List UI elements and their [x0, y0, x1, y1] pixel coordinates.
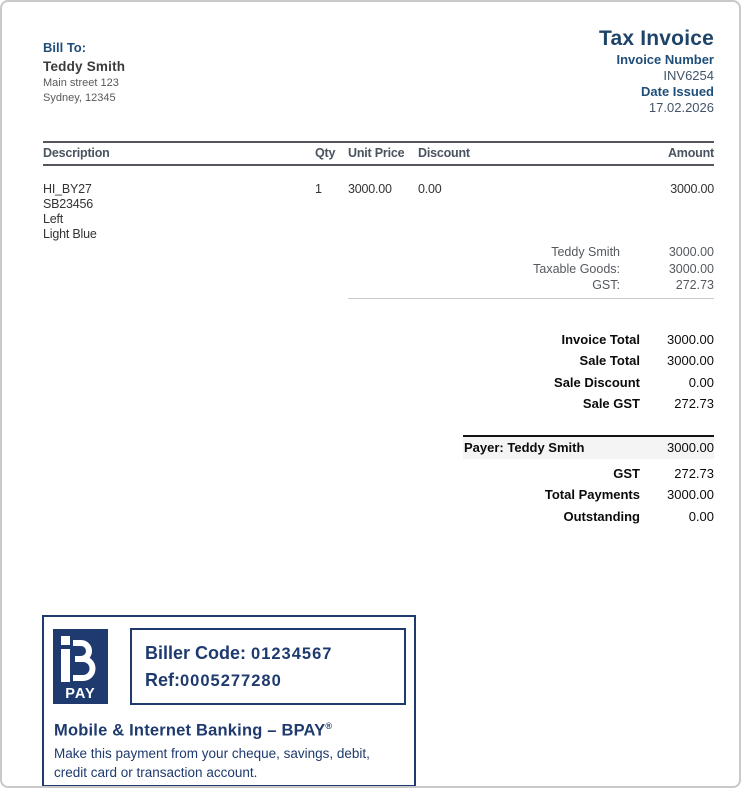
column-amount: Amount — [667, 146, 714, 160]
invoice-number-value: INV6254 — [663, 68, 714, 83]
column-discount: Discount — [418, 146, 470, 160]
bpay-logo — [53, 629, 108, 709]
invoice-meta-block — [599, 26, 714, 116]
invoice-number-label: Invoice Number — [616, 52, 714, 67]
payment-value: 0.00 — [688, 508, 714, 524]
subtotal-row — [348, 244, 714, 261]
totals-block — [43, 329, 714, 415]
total-row — [43, 329, 714, 351]
column-qty: Qty — [315, 146, 336, 160]
items-table-header — [43, 141, 714, 166]
payment-row — [463, 506, 714, 528]
item-amount: 3000.00 — [670, 182, 714, 196]
date-issued-label: Date Issued — [641, 84, 714, 99]
bill-to-name: Teddy Smith — [43, 59, 126, 74]
bpay-payment-box — [42, 615, 416, 787]
total-label: Sale Discount — [554, 374, 640, 390]
payment-row — [463, 463, 714, 485]
subtotals-block — [348, 244, 714, 299]
bill-to-block — [43, 39, 125, 106]
item-qty: 1 — [315, 182, 322, 196]
column-description: Description — [43, 146, 110, 160]
payment-label: GST — [613, 465, 640, 481]
total-row — [43, 372, 714, 394]
item-description-line: SB23456 — [43, 197, 94, 211]
total-label: Sale GST — [582, 396, 640, 411]
date-issued-value: 17.02.2026 — [648, 100, 714, 115]
payment-value: 3000.00 — [667, 487, 714, 502]
item-unit-price: 3000.00 — [348, 182, 392, 196]
total-value: 3000.00 — [667, 353, 714, 368]
invoice-title: Tax Invoice — [598, 27, 714, 50]
svg-text:PAY: PAY — [65, 686, 96, 702]
subtotal-label: Taxable Goods: — [533, 261, 620, 276]
total-row — [43, 393, 714, 415]
total-label: Sale Total — [579, 353, 640, 368]
subtotal-value: 3000.00 — [668, 245, 714, 259]
ref-label: Ref: — [145, 670, 180, 690]
bpay-note — [54, 744, 404, 783]
total-label: Invoice Total — [561, 331, 640, 347]
bill-to-address-line2: Sydney, 12345 — [43, 92, 116, 104]
payment-row — [463, 484, 714, 506]
total-row — [43, 350, 714, 372]
bpay-banking-title: Mobile & Internet Banking – BPAY® — [54, 721, 333, 740]
subtotal-value: 3000.00 — [668, 261, 714, 276]
ref-value: 0005277280 — [180, 672, 282, 690]
payer-value: 3000.00 — [667, 439, 714, 455]
items-table — [43, 141, 714, 242]
total-value: 3000.00 — [667, 331, 714, 347]
payer-row — [463, 435, 714, 459]
item-description-line: Left — [43, 212, 64, 226]
subtotal-row — [348, 277, 714, 294]
bpay-top-row — [44, 617, 414, 709]
bpay-logo-icon — [53, 629, 108, 704]
payer-label: Payer: Teddy Smith — [464, 439, 585, 455]
item-description-line: Light Blue — [43, 227, 97, 241]
subtotal-value: 272.73 — [675, 278, 714, 292]
biller-code-line — [145, 640, 404, 667]
total-value: 0.00 — [688, 374, 714, 390]
payment-value: 272.73 — [674, 465, 714, 481]
biller-code-label: Biller Code: — [145, 643, 247, 663]
item-description — [43, 182, 315, 242]
ref-line — [145, 667, 404, 694]
payment-label: Outstanding — [563, 508, 640, 524]
bpay-note-line1: Make this payment from your cheque, savings, debit, — [54, 745, 370, 761]
bill-to-address-line1: Main street 123 — [43, 77, 119, 89]
item-description-line: HI_BY27 — [43, 182, 92, 196]
registered-trademark: ® — [325, 721, 333, 731]
item-discount: 0.00 — [418, 182, 442, 196]
bill-to-label: Bill To: — [43, 40, 87, 55]
subtotal-row — [348, 261, 714, 278]
invoice-top-header — [43, 26, 714, 116]
payment-rows — [463, 463, 714, 528]
payment-label: Total Payments — [544, 487, 640, 502]
total-value: 272.73 — [674, 396, 714, 411]
payments-block — [463, 435, 714, 528]
biller-code-box — [130, 628, 406, 705]
bpay-note-line2: credit card or transaction account. — [54, 765, 258, 780]
item-row — [43, 182, 714, 242]
subtotal-label: GST: — [592, 278, 620, 292]
column-unit-price: Unit Price — [348, 146, 405, 160]
subtotal-label: Teddy Smith — [551, 245, 620, 259]
biller-code-value: 01234567 — [251, 645, 333, 663]
